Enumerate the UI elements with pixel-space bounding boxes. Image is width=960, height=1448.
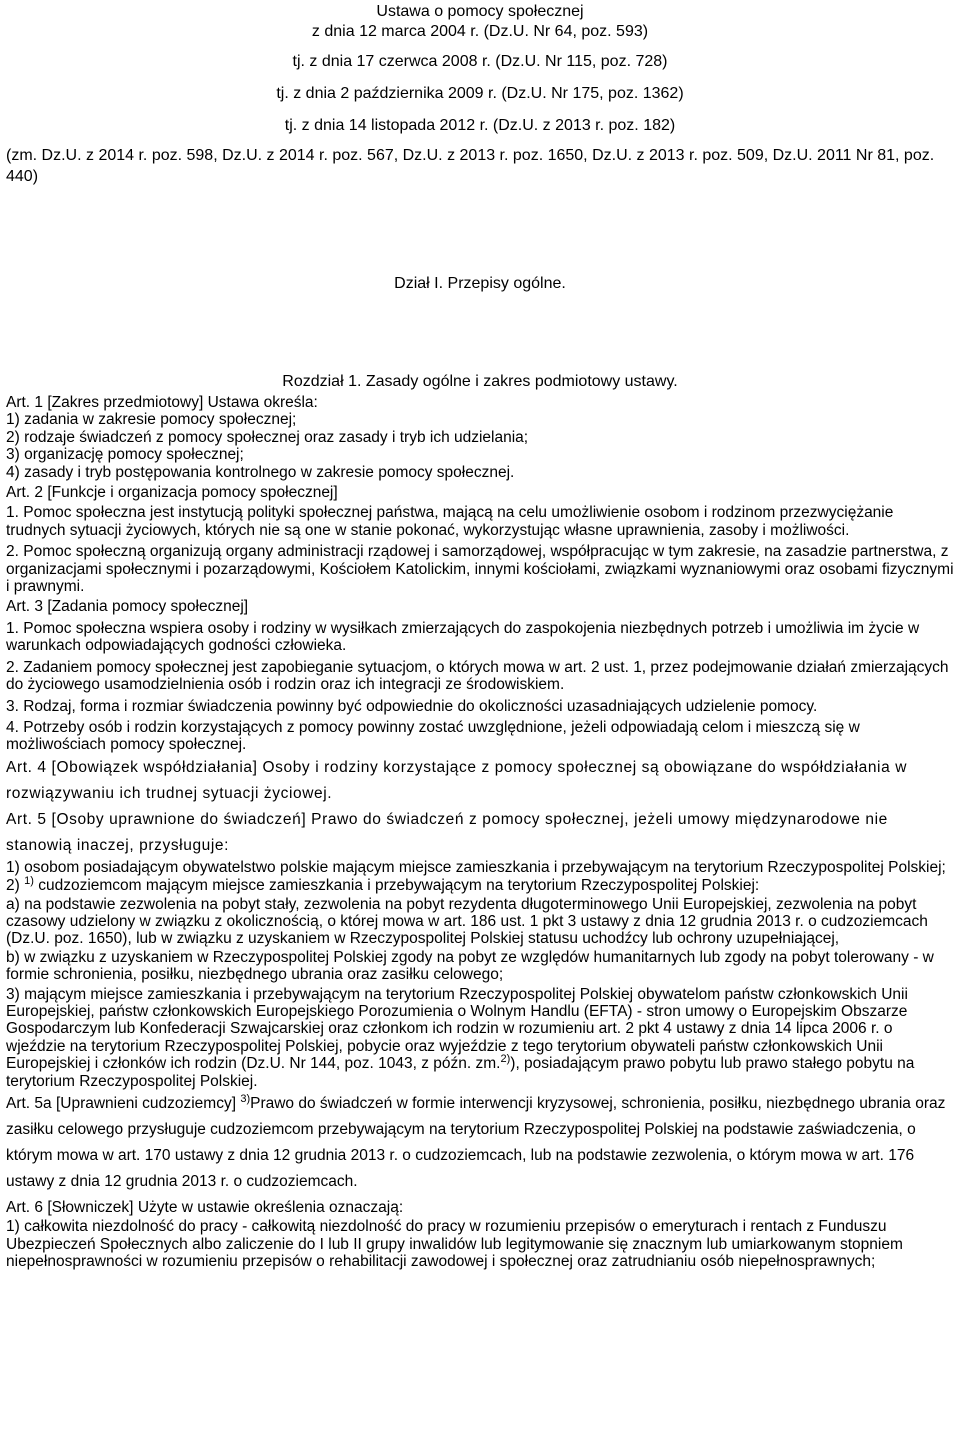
footnote-ref: 3) xyxy=(240,1092,251,1105)
art5-item-3 xyxy=(6,986,954,1090)
item-number: 4) xyxy=(6,463,20,481)
item-text: w związku z uzyskaniem w Rzeczypospolitej Polskiej zgody na pobyt ze względów humanitarnych lub zgody na pobyt tolerowany - w formie schronienia, posiłku, niezbędnego ubrania oraz zasiłku celowego; xyxy=(6,948,934,984)
art5a-paragraph xyxy=(6,1091,954,1195)
act-title: Ustawa o pomocy społecznej xyxy=(376,3,584,20)
art4-heading: Art. 4 [Obowiązek współdziałania] xyxy=(6,758,258,776)
act-body xyxy=(6,394,954,1271)
art5a-heading: Art. 5a [Uprawnieni cudzoziemcy] xyxy=(6,1095,237,1112)
art5-item-2a xyxy=(6,896,954,948)
art3-paragraph-3: 3. Rodzaj, forma i rozmiar świadczenia powinny być odpowiednie do okoliczności uzasadniających udzielenie pomocy. xyxy=(6,697,818,715)
item-number: 2) xyxy=(6,877,20,895)
art5-intro: Prawo do świadczeń z pomocy społecznej, jeżeli umowy międzynarodowe nie stanowią inaczej, przysługuje: xyxy=(6,810,888,854)
consolidated-text-2008: tj. z dnia 17 czerwca 2008 r. (Dz.U. Nr 115, poz. 728) xyxy=(292,53,668,70)
item-text: na podstawie zezwolenia na pobyt stały, zezwolenia na pobyt rezydenta długoterminowego Unii Europejskiej, zezwolenia na pobyt czasowy udzielony w związku z okolicznością, o której mowa w art. 186 ust. 1 pkt 3 ustawy z dnia 12 grudnia 2013 r. o cudzoziemcach (Dz.U. poz. 1650), lub w związku z uzyskaniem w Rzeczypospolitej Polskiej statusu uchodźcy lub ochrony uzupełniającej, xyxy=(6,895,928,948)
consolidated-text-2009: tj. z dnia 2 października 2009 r. (Dz.U. Nr 175, poz. 1362) xyxy=(276,85,684,102)
chapter-title: Rozdział 1. Zasady ogólne i zakres podmiotowy ustawy. xyxy=(282,373,678,390)
art6-heading: Art. 6 [Słowniczek] xyxy=(6,1199,134,1216)
art1-item xyxy=(6,464,954,481)
art2-paragraph-1: 1. Pomoc społeczna jest instytucją polityki społecznej państwa, mającą na celu umożliwienie osobom i rodzinom przezwyciężanie trudnych sytuacji życiowych, których nie są one w stanie pokonać, wykorzystując własne uprawnienia, zasoby i możliwości. xyxy=(6,504,894,539)
item-text-end: ), posiadającym prawo pobytu lub prawo stałego pobytu na terytorium Rzeczypospolitej Polskiej. xyxy=(6,1055,915,1090)
item-number: 3) xyxy=(6,985,20,1003)
item-letter: a) xyxy=(6,895,20,913)
item-letter: b) xyxy=(6,948,20,966)
art1-item xyxy=(6,446,954,463)
art1-paragraph xyxy=(6,394,954,411)
art3-heading: Art. 3 [Zadania pomocy społecznej] xyxy=(6,598,249,616)
item-number: 1) xyxy=(6,858,20,876)
amendments-list: (zm. Dz.U. z 2014 r. poz. 598, Dz.U. z 2014 r. poz. 567, Dz.U. z 2013 r. poz. 1650, Dz.U. z 2013 r. poz. 509, Dz.U. 2011 Nr 81, poz. 440) xyxy=(6,147,935,185)
art5a-text: Prawo do świadczeń w formie interwencji kryzysowej, schronienia, posiłku, niezbędnego ubrania oraz zasiłku celowego przysługuje cudzoziemcom przebywającym na terytorium Rzeczypospolitej Polskiej na podstawie zaświadczenia, o którym mowa w art. 170 ustawy z dnia 12 grudnia 2013 r. o cudzoziemcach, lub na podstawie zezwolenia, o którym mowa w art. 176 ustawy z dnia 12 grudnia 2013 r. o cudzoziemcach. xyxy=(6,1095,946,1190)
art4-text: Osoby i rodziny korzystające z pomocy społecznej są obowiązane do współdziałania w rozwiązywaniu ich trudnej sytuacji życiowej. xyxy=(6,758,908,802)
item-number: 3) xyxy=(6,446,20,464)
art1-heading: Art. 1 [Zakres przedmiotowy] xyxy=(6,394,204,411)
art5-item-2 xyxy=(6,874,954,895)
art3-paragraph-2: 2. Zadaniem pomocy społecznej jest zapobieganie sytuacjom, o których mowa w art. 2 ust. 1, przez podejmowanie działań zmierzających do życiowego usamodzielnienia osób i rodzin oraz ich integracji ze środowiskiem. xyxy=(6,658,949,694)
item-text: rodzaje świadczeń z pomocy społecznej oraz zasady i tryb ich udzielania; xyxy=(24,428,529,446)
item-number: 1) xyxy=(6,411,20,429)
art1-item xyxy=(6,429,954,446)
art6-item-1 xyxy=(6,1218,954,1270)
art1-item xyxy=(6,411,954,428)
item-text: całkowita niezdolność do pracy - całkowitą niezdolność do pracy w rozumieniu przepisów o emeryturach i rentach z Funduszu Ubezpieczeń Społecznych albo zaliczenie do I lub II grupy inwalidów lub legitymowanie się znacznym lub umiarkowanym stopniem niepełnosprawności w rozumieniu przepisów o rehabilitacji zawodowej i społecznej oraz zatrudnianiu osób niepełnosprawnych; xyxy=(6,1218,903,1271)
act-date: z dnia 12 marca 2004 r. (Dz.U. Nr 64, poz. 593) xyxy=(311,23,649,40)
art2-paragraph-2: 2. Pomoc społeczną organizują organy administracji rządowej i samorządowej, współpracując w tym zakresie, na zasadzie partnerstwa, z organizacjami społecznymi i pozarządowymi, Kościołem Katolickim, innymi kościołami, związkami wyznaniowymi oraz osobami fizycznymi i prawnymi. xyxy=(6,543,954,596)
item-text: mającym miejsce zamieszkania i przebywającym na terytorium Rzeczypospolitej Polskiej obywatelom państw członkowskich Unii Europejskiej, państw członkowskich Europejskiego Porozumienia o Wolnym Handlu (EFTA) - stron umowy o Europejskim Obszarze Gospodarczym lub Konfederacji Szwajcarskiej oraz członkom ich rodzin w rozumieniu art. 2 pkt 4 ustawy z dnia 14 lipca 2006 r. o wjeździe na terytorium Rzeczypospolitej Polskiej, pobycie oraz wyjeździe z tego terytorium obywateli państw członkowskich Unii Europejskiej i członków ich rodzin (Dz.U. Nr 144, poz. 1043, z późn. zm. xyxy=(6,985,908,1073)
art6-paragraph xyxy=(6,1199,954,1216)
art5-heading: Art. 5 [Osoby uprawnione do świadczeń] xyxy=(6,810,307,828)
division-title: Dział I. Przepisy ogólne. xyxy=(394,275,566,292)
art5-paragraph xyxy=(6,807,954,859)
art5-item-2b xyxy=(6,949,954,984)
art4-paragraph xyxy=(6,755,954,807)
item-text: zasady i tryb postępowania kontrolnego w zakresie pomocy społecznej. xyxy=(24,463,515,481)
art6-intro: Użyte w ustawie określenia oznaczają: xyxy=(137,1199,404,1216)
consolidated-text-2012: tj. z dnia 14 listopada 2012 r. (Dz.U. z 2013 r. poz. 182) xyxy=(284,117,676,134)
art1-intro: Ustawa określa: xyxy=(207,394,318,411)
item-text: osobom posiadającym obywatelstwo polskie mającym miejsce zamieszkania i przebywającym na terytorium Rzeczypospolitej Polskiej; xyxy=(24,858,946,876)
footnote-ref: 2) xyxy=(500,1053,511,1066)
item-number: 1) xyxy=(6,1218,20,1236)
art2-heading: Art. 2 [Funkcje i organizacja pomocy społecznej] xyxy=(6,484,338,502)
item-text: zadania w zakresie pomocy społecznej; xyxy=(24,411,297,429)
item-number: 2) xyxy=(6,428,20,446)
item-text: organizację pomocy społecznej; xyxy=(24,446,244,464)
art3-paragraph-1: 1. Pomoc społeczna wspiera osoby i rodziny w wysiłkach zmierzających do zaspokojenia niezbędnych potrzeb i umożliwia im życie w warunkach odpowiadających godności człowieka. xyxy=(6,619,920,655)
art5-item-1 xyxy=(6,859,954,876)
item-text: cudzoziemcom mającym miejsce zamieszkania i przebywającym na terytorium Rzeczypospolitej Polskiej: xyxy=(38,877,760,895)
art3-paragraph-4: 4. Potrzeby osób i rodzin korzystających z pomocy powinny zostać uwzględnione, jeżeli odpowiadają celom i mieszczą się w możliwościach pomocy społecznej. xyxy=(6,718,860,754)
footnote-ref: 1) xyxy=(24,874,34,887)
